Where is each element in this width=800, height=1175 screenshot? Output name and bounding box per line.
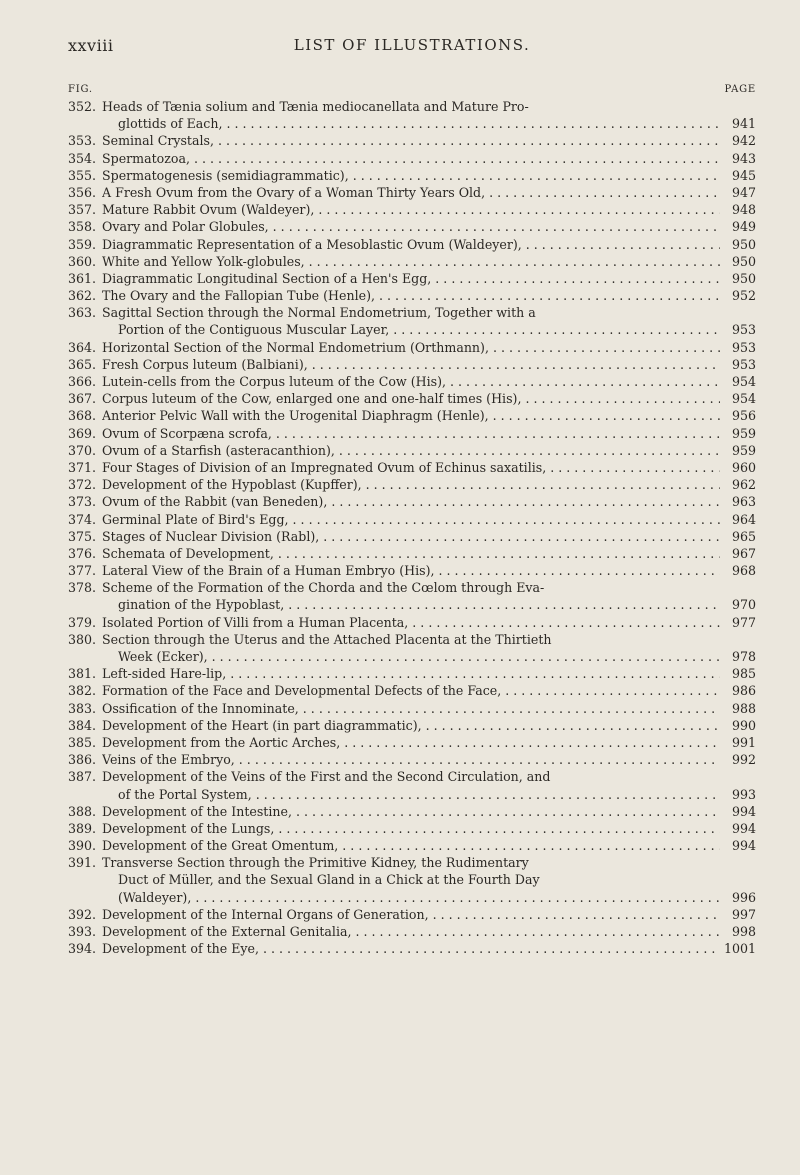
entry-line	[68, 304, 756, 321]
list-item	[68, 150, 756, 167]
figure-number: 386.	[68, 752, 97, 768]
column-headings	[68, 84, 756, 98]
figure-caption: Stages of Nuclear Division (Rabl), . . .	[102, 528, 720, 545]
list-item	[68, 768, 756, 802]
figure-caption: Heads of Tænia solium and Tænia mediocanellata and Mature Pro-	[102, 99, 529, 114]
list-item	[68, 287, 756, 304]
page-reference: 1001	[723, 941, 756, 957]
figure-number: 383.	[68, 700, 97, 716]
list-item	[68, 940, 756, 957]
page-reference: 994	[731, 838, 756, 854]
page-reference: 959	[731, 442, 756, 458]
list-item	[68, 545, 756, 562]
list-item	[68, 734, 756, 751]
entry-line	[68, 356, 756, 373]
figure-number: 366.	[68, 374, 97, 389]
figure-number: 387.	[68, 769, 97, 785]
list-item	[68, 184, 756, 201]
page-reference: 990	[731, 717, 756, 733]
list-item	[68, 511, 756, 528]
entry-line	[68, 476, 756, 493]
figure-number: 376.	[68, 545, 97, 561]
entry-line	[68, 511, 756, 528]
page-reference: 950	[731, 253, 756, 269]
entry-line	[68, 803, 756, 820]
list-item	[68, 493, 756, 510]
figure-number: 391.	[68, 855, 97, 871]
figure-caption: Ossification of the Innominate, . . .	[102, 700, 720, 717]
list-item	[68, 356, 756, 373]
list-item	[68, 442, 756, 459]
figure-caption: Veins of the Embryo, . . .	[102, 751, 720, 768]
figure-caption: A Fresh Ovum from the Ovary of a Woman Thirty Years Old, . . .	[102, 184, 720, 201]
figure-caption: Corpus luteum of the Cow, enlarged one and one-half times (His), . . .	[102, 390, 720, 407]
list-item	[68, 923, 756, 940]
entry-line	[68, 287, 756, 304]
list-item	[68, 425, 756, 442]
figure-number: 385.	[68, 734, 97, 750]
figure-number: 356.	[68, 184, 97, 200]
list-item	[68, 132, 756, 149]
page-column-heading: PAGE	[724, 84, 756, 95]
entry-line	[68, 837, 756, 854]
figure-number: 368.	[68, 408, 97, 424]
entry-line	[68, 115, 756, 132]
figure-caption: Duct of Müller, and the Sexual Gland in a Chick at the Fourth Day	[118, 872, 540, 888]
list-item	[68, 562, 756, 579]
list-item	[68, 167, 756, 184]
entry-line	[68, 871, 756, 888]
page-reference: 959	[731, 425, 756, 441]
figure-caption: Ovum of a Starfish (asteracanthion), . . .	[102, 442, 720, 459]
page-reference: 986	[731, 683, 756, 699]
page-number: xxviii	[68, 36, 114, 55]
entry-line	[68, 493, 756, 510]
figure-number: 353.	[68, 133, 97, 149]
figure-caption: Schemata of Development, . . .	[102, 545, 720, 562]
page-reference: 945	[731, 167, 756, 183]
figure-caption: Diagrammatic Representation of a Mesoblastic Ovum (Waldeyer), . . .	[102, 236, 720, 253]
figure-number: 393.	[68, 924, 97, 939]
page-reference: 967	[731, 545, 756, 561]
figure-caption: of the Portal System, . . .	[118, 786, 720, 803]
list-item	[68, 253, 756, 270]
running-header	[68, 36, 756, 60]
list-item	[68, 98, 756, 132]
figure-caption: Development of the Eye, . . .	[102, 940, 720, 957]
page-reference: 993	[731, 786, 756, 802]
entry-line	[68, 442, 756, 459]
figure-number: 359.	[68, 236, 97, 252]
figure-number: 390.	[68, 838, 97, 854]
page-title: LIST OF ILLUSTRATIONS.	[293, 36, 531, 54]
entry-line	[68, 700, 756, 717]
figure-caption: Development of the Veins of the First and the Second Circulation, and	[102, 769, 551, 785]
figure-number: 364.	[68, 339, 97, 355]
figure-number: 379.	[68, 614, 97, 630]
page-reference: 954	[731, 374, 756, 389]
figure-caption: Section through the Uterus and the Attached Placenta at the Thirtieth	[102, 631, 552, 647]
figure-caption: Development of the Intestine, . . .	[102, 803, 720, 820]
figure-number: 388.	[68, 803, 97, 819]
figure-number: 367.	[68, 391, 97, 407]
figure-number: 354.	[68, 150, 97, 166]
page-reference: 992	[731, 752, 756, 768]
figure-caption: Left-sided Hare-lip, . . .	[102, 665, 720, 682]
figure-caption: Horizontal Section of the Normal Endometrium (Orthmann), . . .	[102, 339, 720, 356]
entry-line	[68, 820, 756, 837]
figure-caption: Fresh Corpus luteum (Balbiani), . . .	[102, 356, 720, 373]
figure-number: 363.	[68, 305, 97, 321]
figure-caption: (Waldeyer), . . .	[118, 889, 720, 906]
entry-line	[68, 167, 756, 184]
figure-number: 352.	[68, 99, 97, 114]
page-reference: 941	[731, 116, 756, 132]
list-item	[68, 407, 756, 424]
figure-number: 371.	[68, 459, 97, 475]
figure-number: 361.	[68, 270, 97, 286]
page-reference: 948	[731, 202, 756, 218]
figure-caption: Four Stages of Division of an Impregnated Ovum of Echinus saxatilis, . . .	[102, 459, 720, 476]
list-item	[68, 854, 756, 906]
list-item	[68, 906, 756, 923]
figure-number: 358.	[68, 219, 97, 235]
figure-number: 384.	[68, 717, 97, 733]
list-item	[68, 614, 756, 631]
page-reference: 949	[731, 219, 756, 235]
entry-line	[68, 132, 756, 149]
page-reference: 978	[731, 649, 756, 664]
figure-number: 380.	[68, 631, 97, 647]
figure-caption: Anterior Pelvic Wall with the Urogenital Diaphragm (Henle), . . .	[102, 407, 720, 424]
figure-number: 365.	[68, 356, 97, 372]
figure-caption: Formation of the Face and Developmental Defects of the Face, . . .	[102, 682, 720, 699]
entry-line	[68, 562, 756, 579]
entry-line	[68, 665, 756, 682]
page-reference: 952	[731, 288, 756, 304]
page-reference: 996	[731, 889, 756, 905]
entry-line	[68, 923, 756, 940]
figure-caption: Spermatozoa, . . .	[102, 150, 720, 167]
list-item	[68, 459, 756, 476]
entry-line	[68, 373, 756, 390]
entry-line	[68, 407, 756, 424]
entry-line	[68, 786, 756, 803]
figure-number: 378.	[68, 580, 97, 596]
figure-number: 362.	[68, 288, 97, 304]
page-reference: 963	[731, 494, 756, 510]
illustrations-list	[68, 98, 756, 957]
entry-line	[68, 425, 756, 442]
figure-caption: Development from the Aortic Arches, . . .	[102, 734, 720, 751]
figure-caption: Germinal Plate of Bird's Egg, . . .	[102, 511, 720, 528]
figure-caption: Development of the Lungs, . . .	[102, 820, 720, 837]
list-item	[68, 528, 756, 545]
page-reference: 977	[731, 614, 756, 630]
figure-caption: Portion of the Contiguous Muscular Layer, . . .	[118, 321, 720, 338]
list-item	[68, 236, 756, 253]
list-item	[68, 218, 756, 235]
figure-caption: Spermatogenesis (semidiagrammatic), . . .	[102, 167, 720, 184]
entry-line	[68, 631, 756, 648]
entry-line	[68, 768, 756, 785]
list-item	[68, 820, 756, 837]
entry-line	[68, 889, 756, 906]
figure-caption: Week (Ecker), . . .	[118, 648, 720, 665]
list-item	[68, 476, 756, 493]
figure-number: 381.	[68, 666, 97, 682]
figure-number: 357.	[68, 202, 97, 218]
entry-line	[68, 854, 756, 871]
entry-line	[68, 321, 756, 338]
page-reference: 962	[731, 477, 756, 493]
entry-line	[68, 734, 756, 751]
figure-caption: Development of the External Genitalia, . . .	[102, 923, 720, 940]
figure-caption: Development of the Hypoblast (Kupffer), . . .	[102, 476, 720, 493]
figure-number: 394.	[68, 941, 97, 957]
figure-caption: Ovum of the Rabbit (van Beneden), . . .	[102, 493, 720, 510]
figure-number: 369.	[68, 425, 97, 441]
list-item	[68, 665, 756, 682]
entry-line	[68, 253, 756, 270]
entry-line	[68, 682, 756, 699]
figure-caption: Development of the Heart (in part diagrammatic), . . .	[102, 717, 720, 734]
entry-line	[68, 940, 756, 957]
entry-line	[68, 236, 756, 253]
page-reference: 994	[731, 820, 756, 836]
entry-line	[68, 339, 756, 356]
figure-caption: Ovum of Scorpæna scrofa, . . .	[102, 425, 720, 442]
page-reference: 953	[731, 339, 756, 355]
entry-line	[68, 98, 756, 115]
list-item	[68, 837, 756, 854]
figure-number: 389.	[68, 820, 97, 836]
list-item	[68, 201, 756, 218]
entry-line	[68, 614, 756, 631]
list-item	[68, 682, 756, 699]
page-reference: 950	[731, 270, 756, 286]
entry-line	[68, 545, 756, 562]
list-item	[68, 803, 756, 820]
figure-caption: White and Yellow Yolk-globules, . . .	[102, 253, 720, 270]
fig-column-heading: FIG.	[68, 84, 93, 95]
page-reference: 968	[731, 563, 756, 579]
page-reference: 998	[731, 924, 756, 939]
figure-caption: Lateral View of the Brain of a Human Embryo (His), . . .	[102, 562, 720, 579]
list-item	[68, 390, 756, 407]
entry-line	[68, 390, 756, 407]
figure-number: 360.	[68, 253, 97, 269]
figure-caption: Seminal Crystals, . . .	[102, 132, 720, 149]
figure-caption: Scheme of the Formation of the Chorda and the Cœlom through Eva-	[102, 580, 545, 596]
entry-line	[68, 648, 756, 665]
figure-caption: Development of the Internal Organs of Generation, . . .	[102, 906, 720, 923]
figure-caption: gination of the Hypoblast, . . .	[118, 596, 720, 613]
entry-line	[68, 218, 756, 235]
entry-line	[68, 751, 756, 768]
figure-number: 377.	[68, 563, 97, 579]
page-reference: 950	[731, 236, 756, 252]
page-reference: 947	[731, 184, 756, 200]
page-reference: 965	[731, 528, 756, 544]
figure-caption: Transverse Section through the Primitive Kidney, the Rudimentary	[102, 855, 529, 871]
list-item	[68, 717, 756, 734]
page-reference: 988	[731, 700, 756, 716]
page-reference: 954	[731, 391, 756, 407]
figure-number: 374.	[68, 511, 97, 527]
entry-line	[68, 596, 756, 613]
page-reference: 985	[731, 666, 756, 682]
list-item	[68, 700, 756, 717]
page-reference: 997	[731, 906, 756, 922]
page-reference: 953	[731, 322, 756, 338]
page-reference: 991	[731, 734, 756, 750]
list-item	[68, 751, 756, 768]
page-reference: 953	[731, 356, 756, 372]
figure-number: 392.	[68, 906, 97, 922]
figure-caption: Development of the Great Omentum, . . .	[102, 837, 720, 854]
figure-caption: Mature Rabbit Ovum (Waldeyer), . . .	[102, 201, 720, 218]
page-reference: 994	[731, 803, 756, 819]
figure-number: 372.	[68, 477, 97, 493]
figure-caption: Sagittal Section through the Normal Endometrium, Together with a	[102, 305, 536, 321]
figure-number: 373.	[68, 494, 97, 510]
entry-line	[68, 184, 756, 201]
page-reference: 943	[731, 150, 756, 166]
entry-line	[68, 579, 756, 596]
entry-line	[68, 150, 756, 167]
entry-line	[68, 201, 756, 218]
entry-line	[68, 528, 756, 545]
figure-number: 375.	[68, 528, 97, 544]
figure-number: 370.	[68, 442, 97, 458]
page-reference: 956	[731, 408, 756, 424]
list-item	[68, 579, 756, 613]
figure-caption: Lutein-cells from the Corpus luteum of the Cow (His), . . .	[102, 373, 720, 390]
list-item	[68, 339, 756, 356]
page-reference: 964	[731, 511, 756, 527]
entry-line	[68, 459, 756, 476]
page-reference: 960	[731, 459, 756, 475]
list-item	[68, 631, 756, 665]
entry-line	[68, 270, 756, 287]
list-item	[68, 304, 756, 338]
page-reference: 942	[731, 133, 756, 149]
figure-caption: Ovary and Polar Globules, . . .	[102, 218, 720, 235]
figure-caption: Diagrammatic Longitudinal Section of a Hen's Egg, . . .	[102, 270, 720, 287]
page-reference: 970	[731, 597, 756, 613]
figure-caption: glottids of Each, . . .	[118, 115, 720, 132]
list-item	[68, 270, 756, 287]
figure-number: 355.	[68, 167, 97, 183]
entry-line	[68, 906, 756, 923]
figure-caption: The Ovary and the Fallopian Tube (Henle), . . .	[102, 287, 720, 304]
figure-caption: Isolated Portion of Villi from a Human Placenta, . . .	[102, 614, 720, 631]
figure-number: 382.	[68, 683, 97, 699]
list-item	[68, 373, 756, 390]
entry-line	[68, 717, 756, 734]
